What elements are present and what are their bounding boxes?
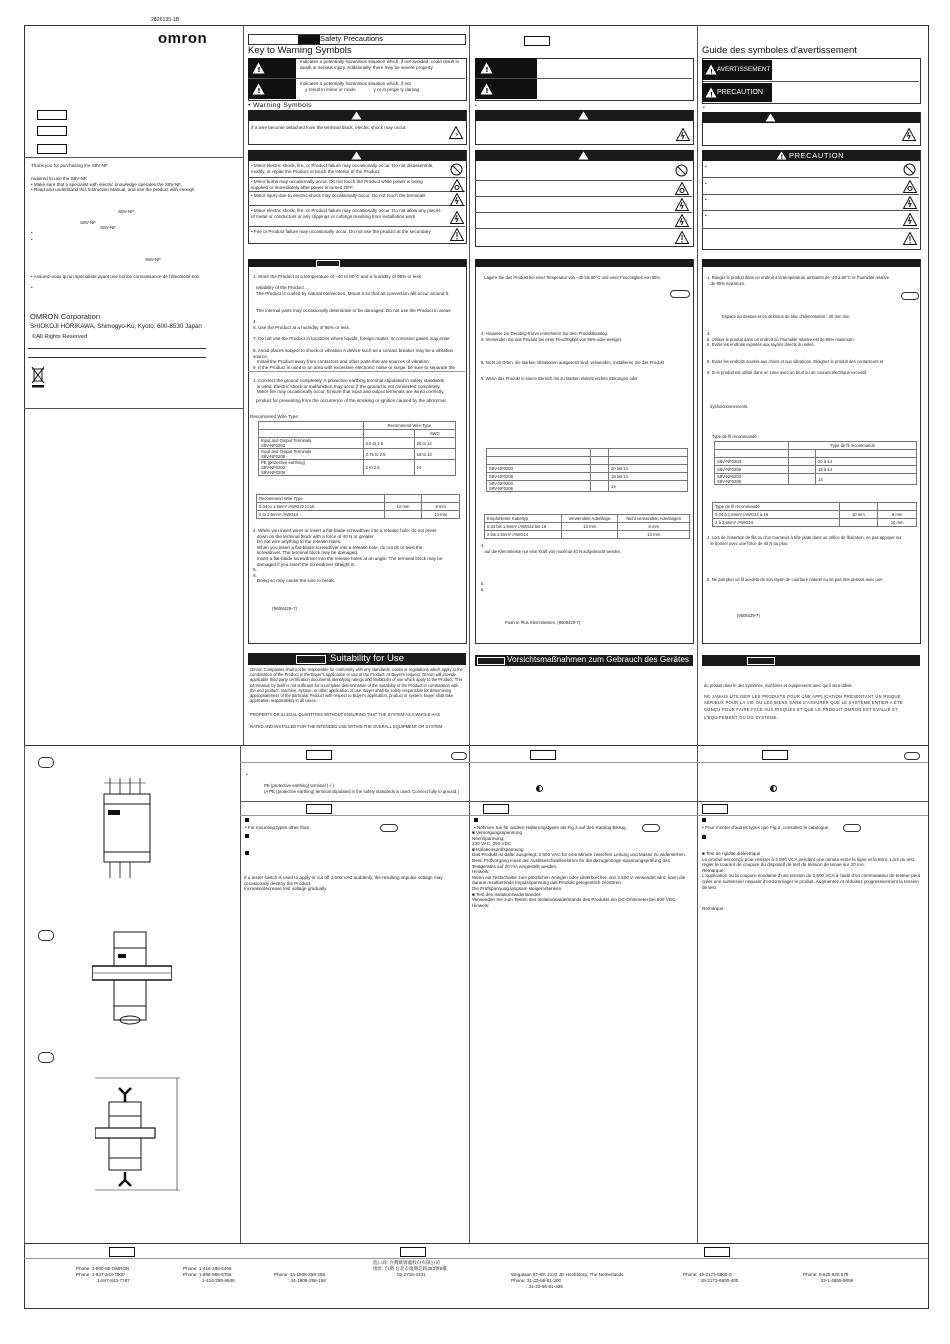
fr-key-title: Guide des symboles d'avertissement: [702, 45, 857, 56]
de-caution-bar: [475, 150, 693, 161]
de-strip-table: [484, 514, 690, 539]
en-wire-row-2: Input and Output Terminals S8V-NF0208: [259, 449, 364, 460]
en-precautions-bar: [248, 259, 466, 267]
de-wire-row-3: S8V-NF0203 S8V-NF0208: [487, 481, 591, 492]
en-caution-2: • Minor burns may occasionally occur. Do not touch the Product while power is being supplied or immediately after power is turned OFF.: [251, 179, 424, 190]
lower-en-tag-1: [306, 750, 332, 760]
intro-bullet-dot-1: •: [31, 230, 33, 235]
fr-wire-table: [714, 441, 917, 485]
suitability-title: Suitability for Use: [330, 653, 404, 664]
fr-radio-icon: [770, 785, 777, 792]
footer-tag-2: [400, 1247, 426, 1257]
lower-de-tag-1: [530, 750, 556, 760]
fr-strip-row-1-b: 8 mm: [878, 511, 917, 519]
en-strip-row-2-b: 10 mm: [422, 511, 460, 519]
intro-label-box-1: [37, 110, 67, 120]
lower-en-pill-1: [451, 752, 467, 760]
intro-model-1: S8V-NF: [118, 209, 135, 214]
de-note-pill: [670, 290, 690, 298]
en-wire-row-2-awg: 18 to 14: [414, 449, 455, 460]
footer-fr-1: Phone: 0-825 825 679: [803, 1272, 849, 1277]
footer-tag-3: [704, 1247, 730, 1257]
fig3-label: [38, 1052, 54, 1063]
suitability-caps: PROPERTY OR ILLEGAL QUANTITIES WITHOUT ENSURING THAT THE SYSTEM AS A WHOLE HAS: [250, 712, 440, 717]
intro-bullet-1: • Make sure that a specialist with electric knowledge operates the S8V-NF.: [31, 182, 182, 187]
fr-c-bullet-1: •: [705, 164, 707, 169]
fr-strip-table: [712, 502, 917, 527]
en-p4: 4. When you insert wires or insert a flat-blade screwdriver into a release hole, do not press down on the terminal block with a force of 40 N or greater Do not wire anything to the release holes. When you insert a flat-blade screwdriver into a release hole, do not tilt or twist the screwdriver. The terminal block may be damaged. Insert a flat-blade screwdriver into the release holes at an angle. The terminal block may be damaged if you insert the screwdriver straight in. 5. 6. Doing so may cause the wire to break.: [253, 528, 443, 584]
footer-ca-3: 1-416-286-6648: [202, 1278, 235, 1283]
suitability-text: Omron Companies shall not be responsible for conformity with any standards, codes or regulations which apply to the combination of the Product in the Buyer's application or use of the Product. At Buyer's request, Omron will provide applicable third party certification documents identifying ratings and limitations of use which apply to the Product. This information by itself is not sufficient for a complete determination of the suitability of the Product in combination with the end product, machine, system, or other application or use. Buyer shall be solely responsible for determining appropriateness of the particular Product with respect to Buyer's application, product or system. Buyer shall take application responsibility in all cases.: [250, 667, 464, 704]
en-part-no: (9608429-7): [272, 606, 298, 611]
footer-tag-1: [109, 1247, 135, 1257]
footer-uk-2: : 44-1908-258-158: [288, 1278, 326, 1283]
fr-precautions-bar: [702, 259, 920, 267]
intro-required: required to use the S8V-NF.: [31, 176, 88, 181]
en-strip-table: [256, 494, 460, 519]
de-warning-bar: [475, 110, 693, 121]
fr-strip-row-2: 2 à 2,5mm² /AWG14: [713, 519, 840, 527]
lower-en-tag-2: [306, 804, 332, 814]
svg-text:!: !: [710, 67, 713, 75]
de-title-tag: [524, 36, 550, 46]
doc-number: 2826135-1B: [151, 17, 180, 23]
de-precautions-bar: [475, 259, 693, 267]
lower-fr-square-2: [702, 835, 706, 839]
intro-label-box-2: [37, 126, 67, 136]
en-p1b: reliability of the Product. The Product is cooled by natural convection. Mount it so that air convection will occur around it.: [256, 285, 450, 296]
de-title: Vorsichtsmaßnahmen zum Gebrauch des Gerätes: [507, 655, 690, 664]
de-p9: 9. Wenn das Produkt in einem Bereich mit zu starken elektronischen Störungen oder: [481, 376, 638, 381]
de-strip-row-2: 2 bis 2.5mm² /AWG14: [485, 531, 562, 539]
footer-tw-3: 02-2715-3331: [397, 1272, 426, 1277]
fr-avert-label: AVERTISSEMENT: [717, 66, 771, 73]
shock-icon-2: [450, 211, 464, 229]
lower-en-pill-2: [380, 824, 398, 832]
safety-title: Safety Precautions: [320, 34, 383, 43]
intro-bullet-dot-3: •: [31, 285, 33, 290]
en-caution-5: • Fire or Product failure may occasionally occur. Do not use the product at the secondary: [251, 229, 431, 234]
de-strip-row-2-b: 10 mm: [618, 531, 690, 539]
de-warning-symbol-cell: [475, 58, 537, 78]
fr-icon-1: [903, 163, 916, 181]
fr-p1: 1. Ranger le produit dans un endroit à la température ambiante de -40 à 80°C et l'humidité relative de 95% maximum.: [707, 275, 889, 286]
de-wire-row-3-awg: 14: [608, 481, 687, 492]
fr-c-bullet-2: •: [705, 181, 707, 186]
de-bullet: •: [475, 103, 477, 108]
company-name: OMRON Corporation: [30, 312, 101, 321]
fr-icon-4: [903, 213, 917, 231]
footer-tw-1: 進口商: 台灣歐姆龍股份有限公司: [373, 1260, 440, 1265]
en-caution-bar: [248, 150, 466, 161]
fr-p1b: Espace au-dessus et en dessous du bloc d'alimentation : 20 mm min.: [722, 314, 851, 319]
fr-c-bullet-4: •: [705, 213, 707, 218]
de-wire-row-2-awg: 18 bis 14: [608, 473, 687, 481]
lower-en-square-3: [245, 851, 249, 855]
de-caution-box: [475, 150, 694, 247]
de-wire-row-2: S8V-NF0208: [487, 473, 591, 481]
de-strip-row-1: 0.34 bis 1.5mm² /AWG22 bis 16: [485, 523, 562, 531]
fr-strip-row-1-a: 10 mm: [839, 511, 878, 519]
fr-wire-row-3: S8V-NF0203 S8V-NF0208: [715, 474, 789, 485]
fr-wire-row-1: S8V-NF0203: [715, 458, 789, 466]
fr-bullet: •: [703, 105, 705, 110]
fr-p4: 4. 5. Utiliser le produit dans un endroit où l'humidité relative est de 95% maximum. 6. Eviter les endroits exposés aux rayons directs du soleil.: [707, 331, 855, 348]
en-warning-icon: [449, 126, 463, 144]
en-p10: 1. Connect the ground completely. A protective earthing terminal stipulated in safety standards is used. Electric shock or malfunction may occur if the ground is not connected completely. Minor fire may occasionally occur. Ensure that input and output terminals are wired correctly.: [253, 378, 445, 395]
de-wire-row-1: S8V-NF0203: [487, 465, 591, 473]
de-p1: Lagern Sie das Produkt bei einer Temperatur von –40 bis 80°C und einer Feuchtigkeit von 95%: [484, 275, 661, 280]
lower-en-dot: •: [246, 772, 248, 777]
en-wire-row-3: PE (protective earthing) S8V-NF0203 S8V-NF0208: [259, 460, 364, 476]
tester-note: If a tester switch is used to apply or cut off 2,500 VAC suddenly, the resulting impulse voltage may occasionally destroy the Product. Increase/decrease test voltage gradually.: [244, 875, 443, 892]
fr-p8: 8. Eviter les endroits soumis aux chocs et aux vibrations. Eloignez le produit des contacteurs et: [707, 359, 884, 364]
en-caution-1: • Minor electric shock, fire, or Product failure may occasionally occur. Do not disassemble, modify, or repair the Product or touch the interior of the Product.: [251, 163, 435, 174]
de-p56: 5. 6.: [481, 581, 485, 592]
lower-en-square-1: [245, 818, 249, 822]
en-warning-bar: [248, 110, 466, 121]
footer-ca-2: Phone: 1-866-986-6766: [183, 1272, 232, 1277]
fr-icon-5: [903, 232, 917, 250]
footer-nl-1: Wegalaan 67-69, 2132 JD Hoofddorp, The Netherlands: [511, 1272, 624, 1277]
fr-strip-header: Type de fil recommandé: [713, 503, 840, 511]
fr-wire-row-3-awg: 14: [815, 474, 916, 485]
de-warning-icon: [676, 128, 690, 146]
lower-de-tag-2: [483, 804, 509, 814]
intro-bullet-dot-2: •: [31, 237, 33, 242]
footer-tw-2: 地址: 台灣 台北市復興北路363號6樓: [373, 1266, 447, 1271]
en-strip-header: Recommend Wire Type: [257, 495, 385, 503]
intro-model-4: S8V-NF: [145, 257, 162, 262]
footer-de-2: : 49-2173-6800-400: [698, 1278, 739, 1283]
fr-p6: 6. Ne pas plier un fil au-delà de son rayon de courbure naturel ou ne pas tirer dessus avec une: [707, 577, 883, 582]
safety-title-tag: [298, 35, 320, 44]
en-strip-row-1-a: 10 mm: [384, 503, 422, 511]
en-p8: 8. Avoid places subject to shock or vibration A device such as a contact breaker may be a vibration source. Install the Product away from contactors and other parts that are sources of vibration. 9. If the Product is used in an area with excessive electronic noise or surge, be sure to separate the: [253, 348, 455, 370]
general-caution-icon: [450, 228, 464, 246]
de-wire-table: [486, 448, 688, 492]
en-wire-table: [258, 421, 456, 476]
en-p1: 1. Store the Product at a temperature of –40 to 80°C and a humidity of 95% or less: [253, 274, 422, 279]
suitability-tag: [296, 655, 326, 664]
de-strip-row-1-a: 10 mm: [561, 523, 617, 531]
fr-wire-row-1-awg: 20 à 14: [815, 458, 916, 466]
fr-prec-label: PRECAUTION: [717, 89, 763, 96]
footer-de-1: Phone: 49-2173-6800-0: [683, 1272, 732, 1277]
fr-wire-table-header: Type de fil recommandé: [789, 442, 917, 450]
intro-model-2: S8V-NF: [80, 220, 97, 225]
svg-text:⚡: ⚡: [454, 131, 460, 139]
fr-note-pill: [901, 292, 919, 300]
shock-icon-1: [450, 193, 464, 211]
fr-caution-box: [702, 150, 921, 250]
footer-us-2: Phone: 1-847-843-7900: [76, 1272, 125, 1277]
lower-fr-tag-2: [702, 804, 728, 814]
fr-use-caps-2: L'ÉQUIPEMENT OU DU SYSTÈME.: [704, 715, 779, 720]
en-wire-table-header: Recommend Wire Type: [363, 422, 455, 430]
intro-label-box-3: [37, 144, 67, 154]
svg-text:!: !: [257, 66, 261, 74]
fr-p-dys: dysfonctionnements.: [710, 404, 749, 409]
de-p4: 4. Hinweise zur Derating-Kurve entnehmen Sie dem Produktkatalog. 5. Verwenden Sie das Produkt bei einer Feuchtigkeit von 95% oder weniger.: [481, 331, 623, 342]
en-wire-row-1-size: 0.5 to 2.5: [363, 438, 414, 449]
omron-logo: omron: [158, 30, 208, 47]
svg-text:!: !: [485, 87, 489, 95]
fr-use-text: du produit dans le des systèmes, machines et équipements avec qui il sera utilisé.: [704, 683, 853, 688]
svg-text:!: !: [780, 154, 784, 160]
fig3-spacing-drawing: [95, 1076, 185, 1201]
en-p1c: The internal parts may occasionally deteriorate or be damaged. Do not use the Product in areas: [256, 308, 451, 313]
lower-de-square: [474, 818, 478, 822]
fr-test-text: ■ Test de rigidité diélectrique Le produit est conçu pour résister à 2 500 VCA pendant une minute entre la ligne et la terre. Lors du test, régler le courant de coupure du dispositif de test de tension de tenue sur 20 mA. Remarque: L'application ou la coupure soudaine d'une tension de 2 500 VCA à l'aide d'un commutateur de testeur peut créer une surtension risquant d'endommager le produit. Augmentez et réduisez progressivement la tension de test.: [702, 851, 921, 890]
footer-us-1: Phone: 1-800-55-OMRON: [76, 1266, 130, 1271]
lower-fr-tag-1: [762, 750, 788, 760]
svg-text:!: !: [257, 87, 261, 95]
de-icon-4: [675, 214, 689, 232]
en-wire-row-3-awg: 14: [414, 460, 455, 476]
lower-fr-square-1: [702, 818, 706, 822]
lower-en-square-2: [245, 834, 249, 838]
fr-warning-bar: [702, 112, 920, 123]
de-mount-note: • Nehmen Sie für andere Halterungstypen als Fig.2 auf den Katalog Bezug.: [474, 825, 627, 830]
caution-symbol-cell: [248, 79, 296, 99]
company-address: SHIOKOJI HORIKAWA, Shimogyo-Ku, Kyoto, 600-8530 Japan: [30, 323, 202, 330]
en-caution-4: • Minor electric shock, fire, or Product failure may occasionally occur. Do not allow any pieces of metal or conductors or any clippings or cuttings resulting from installation work: [251, 208, 442, 219]
de-test-text: ■ Versorgungsspannung Nennspannung: 230 VAC, 250 VDC ■ Isolationsprüfspannung Das Produkt ist dafür ausgelegt, 2.500 VAC für eine Minute zwischen Leitung und Masse zu widerstehen. Beim Prüfvorgang muss der Auslöseschwellenstrom für die dazugehörige Spannungsprüfung des Testgerätes auf 20 mA eingestellt werden. Hinweis: Wenn ein Testschalter zum plötzlichen Anlegen oder Unterbrechen von 2.500 V verwendet wird, kann die daraus resultierende Impulsspannung das Produkt gelegentlich zerstören. Die Prüfspannung langsam steigern/senken. ■ Test des Isolationswiderstandes Verwenden Sie zum Testen des Isolationswiderstands des Produkts ein DC-Ohmmeter bei 500 VDC. Hinweis:: [472, 830, 686, 908]
en-wire-row-1-awg: 20 to 14: [414, 438, 455, 449]
de-p4b: 4. auf die Klemmleiste nur eine Kraft von maximal 40 N aufgebracht werden.: [481, 543, 622, 554]
suitability-caps-2: RATED AND INSTALLED FOR THE INTENDED USE WITHIN THE OVERALL EQUIPMENT OR SYSTEM: [250, 724, 443, 729]
fr-type-fil: Type de fil recommandé :: [712, 434, 760, 439]
en-strip-row-1: 0.34 to 1.5mm² /AWG22 to 16: [257, 503, 385, 511]
svg-text:!: !: [710, 90, 713, 98]
caution-symbol-desc: Indicates a potentially hazardous situation which, if not y result in minor or mode y or in prope ty damag: [300, 81, 420, 92]
footer-nl-3: : 31-23-56-81-388: [526, 1284, 563, 1289]
footer-ca-1: Phone: 1-416-286-6465: [183, 1266, 232, 1271]
fr-warning-icon: [902, 128, 916, 146]
de-strip-header-3: Nicht verwendete Aderlängen: [618, 515, 690, 523]
fr-strip-row-2-b: 10 mm: [878, 519, 917, 527]
fig1-device-drawing: [96, 778, 166, 883]
de-strip-header-1: Empfohlener Kabeltyp: [485, 515, 562, 523]
intro-model-3: S8V-NF: [100, 225, 117, 230]
fr-part-no: (9608429-7): [737, 613, 760, 618]
fr-wire-row-2-awg: 18 à 14: [815, 466, 916, 474]
de-title-tag-2: [477, 657, 505, 665]
de-strip-header-2: Verwendete Aderlänge: [561, 515, 617, 523]
weee-bin-icon: [31, 366, 45, 388]
intro-bullet-2: • Read and understand this Instruction Manual, and use the product with enough: [31, 187, 195, 192]
warning-symbol-cell: [248, 58, 296, 78]
fig2-din-mount-drawing: [92, 930, 172, 1030]
svg-text:!: !: [485, 66, 489, 74]
lower-fr-pill-1: [904, 752, 920, 760]
de-strip-row-1-b: 8 mm: [618, 523, 690, 531]
footer-fr-2: : 33-1-4855-9096: [818, 1278, 854, 1283]
footer-nl-2: Phone: 31-23-56-81-300: [511, 1278, 562, 1283]
lower-fr-pill-2: [843, 824, 861, 832]
de-radio-icon: [536, 785, 543, 792]
en-wire-row-1: Input and Output Terminals S8V-NF0203: [259, 438, 364, 449]
warning-symbols-heading: • Warning Symbols: [248, 102, 313, 109]
mount-note: • For mounting types other than: [245, 825, 310, 830]
intro-thanks: Thank you for purchasing the S8V-NF.: [31, 163, 109, 168]
fr-remark: Remarque:: [702, 906, 725, 911]
de-icon-1: [675, 164, 688, 182]
en-p10b: product for preventing from the occurrence of the smoking or ignition caused by the abnormal.: [256, 398, 447, 403]
fr-mount-note: • Pour monter d'autres types que Fig.2, consultez le catalogue.: [702, 825, 830, 830]
de-caution-symbol-cell: [475, 79, 537, 99]
de-icon-5: [675, 231, 689, 249]
de-part-no: Push-In Plus Klemmleisten. (9608429-7): [505, 620, 581, 625]
en-strip-row-1-b: 8 mm: [422, 503, 460, 511]
fig2-label: [38, 930, 54, 941]
en-rec-wire-label: Recommend Wire Type:: [250, 414, 300, 419]
fr-p9: 9. Si le produit est utilisé dans un zone avec un bruit ou un courant électrique excessif,: [707, 370, 868, 375]
en-wire-table-awg: AWG: [414, 430, 455, 438]
fr-c-bullet-3: •: [705, 197, 707, 202]
de-p8: 8. Nicht an Orten, die starken Vibrationen ausgesetzt sind, verwenden. Installieren Sie das Produkt: [481, 360, 665, 365]
key-title: Key to Warning Symbols: [248, 45, 352, 56]
fig1-label: [38, 757, 54, 768]
footer-us-3: 1-847-843-7787: [97, 1278, 130, 1283]
copyright: ©All Rights Reserved: [32, 334, 88, 340]
en-p7: 7. Do not use the Product in locations where liquids, foreign matter, or corrosive gases may enter: [253, 336, 450, 341]
fr-strip-row-1: 0,34 à 1,5mm² /AWG22 à 16: [713, 511, 840, 519]
fr-use-bar: [702, 655, 920, 666]
footer-uk-1: Phone: 44-1908-258-258: [274, 1272, 326, 1277]
fr-icon-3: [903, 196, 917, 214]
fr-use-tag: [747, 657, 775, 665]
warning-symbol-desc: Indicates a potentially hazardous situation which, if not avoided, could result in death or serious injury. Additionally, there may be severe property: [300, 59, 461, 70]
fr-use-caps: NE JAMAIS UTILISER LES PRODUITS POUR UNE APPLICATION PRÉSENTANT UN RISQUE SÉRIEUX POUR LA VIE OU LES BIENS SANS S'ASSURER QUE LE SYSTÈME ENTIER A ÉTÉ CONÇU POUR FAIRE FACE AUX RISQUES ET QUE LE PRODUIT OMRON EST ÉVALUÉ ET: [704, 694, 905, 712]
en-strip-row-2: 2 to 2.5mm² /AWG14: [257, 511, 385, 519]
en-wire-row-3-size: 2 to 2.5: [363, 460, 414, 476]
fr-wire-row-2: S8V-NF0208: [715, 466, 789, 474]
pe-terminal-note: PE (protective earthing) terminal (⏚) (A PE (protective earthing) terminal stipulated in the safety standards is used. Connect fully to ground.): [264, 783, 459, 794]
en-caution-3: • Minor injury due to electric shock may occasionally occur. Do not touch the terminals: [251, 193, 426, 198]
en-wire-row-2-size: 0.75 to 2.5: [363, 449, 414, 460]
de-wire-row-1-awg: 20 bis 14: [608, 465, 687, 473]
fr-p4b: 4. Lors de l'insertion de fils ou d'un tournevis à tête plate dans un orifice de libération, ne pas appuyer sur le bornier avec une force de 40 N ou plus.: [707, 535, 902, 546]
intro-bullet-fr: • Assurez-vous qu'un spécialiste ayant une bonne connaissance de l'électricité soit: [31, 274, 199, 279]
en-p5: 4. 5. Use the Product at a humidity of 95% or less.: [253, 319, 351, 330]
fr-caution-bar-label: PRECAUTION: [789, 151, 845, 160]
en-warning-text: If a wire become detached from the terminal block, electric shock may occur.: [251, 125, 407, 130]
